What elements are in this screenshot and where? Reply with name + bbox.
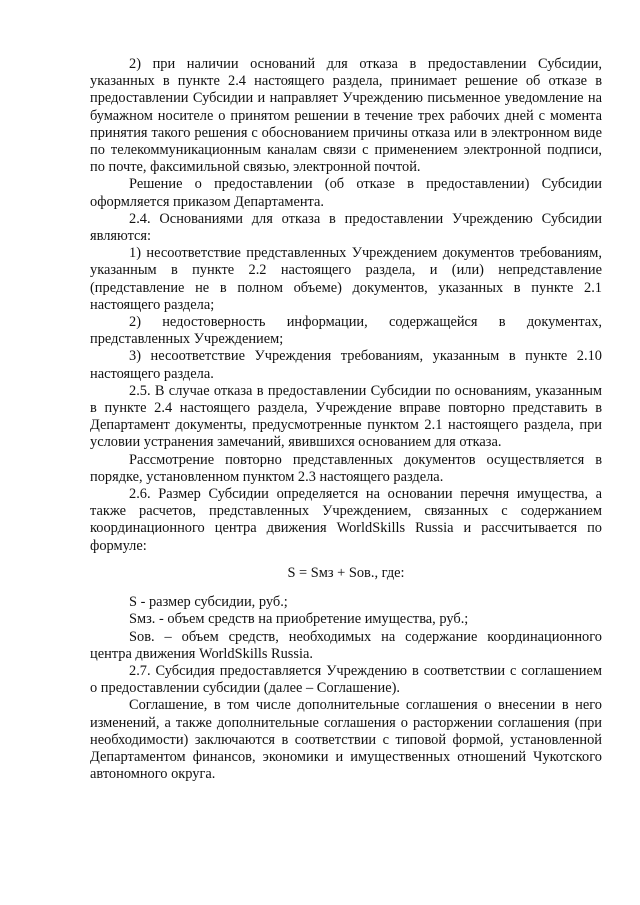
paragraph-2-7: 2.7. Субсидия предоставляется Учреждению в соответствии с соглашением о предоставлении субсидии (далее – Соглашение). bbox=[90, 662, 602, 697]
definition-sov: Sов. – объем средств, необходимых на содержание координационного центра движения WorldSkills Russia. bbox=[90, 628, 602, 662]
paragraph-agreement: Соглашение, в том числе дополнительные соглашения о внесении в него изменений, а также дополнительные соглашения о расторжении соглашения (при необходимости) заключаются в соответствии с типовой формой, установленной Департаментом финансов, экономики и имущественных отношений Чукотского автономного округа. bbox=[90, 697, 602, 783]
paragraph-2-6: 2.6. Размер Субсидии определяется на основании перечня имущества, а также расчетов, представленных Учреждением, связанных с содержанием координационного центра движения WorldSkills Russia и рассчитывается по формуле: bbox=[90, 486, 602, 554]
paragraph-2-5: 2.5. В случае отказа в предоставлении Субсидии по основаниям, указанным в пункте 2.4 настоящего раздела, Учреждение вправе повторно представить в Департамент документы, предусмотренные пунктом 2.1 настоящего раздела, при условии устранения замечаний, явившихся основанием для отказа. bbox=[90, 382, 602, 451]
paragraph-2-4-heading: 2.4. Основаниями для отказа в предоставлении Учреждению Субсидии являются: bbox=[90, 210, 602, 245]
document-page bbox=[90, 56, 602, 783]
paragraph-resubmission: Рассмотрение повторно представленных документов осуществляется в порядке, установленном пунктом 2.3 настоящего раздела. bbox=[90, 451, 602, 485]
paragraph-2-4-reason-2: 2) недостоверность информации, содержащейся в документах, представленных Учреждением; bbox=[90, 314, 602, 348]
paragraph-decision-order: Решение о предоставлении (об отказе в предоставлении) Субсидии оформляется приказом Департамента. bbox=[90, 176, 602, 210]
definition-smz: Sмз. - объем средств на приобретение имущества, руб.; bbox=[129, 611, 469, 628]
paragraph-item-2-refusal: 2) при наличии оснований для отказа в предоставлении Субсидии, указанных в пункте 2.4 настоящего раздела, принимает решение об отказе в предоставлении Субсидии и направляет Учреждению письменное уведомление на бумажном носителе о принятом решении в течение трех рабочих дней с момента принятия такого решения с обоснованием причины отказа или в электронном виде по телекоммуникационным каналам связи с применением электронной подписи, по почте, факсимильной связью, электронной почтой. bbox=[90, 56, 602, 176]
paragraph-2-4-reason-1: 1) несоответствие представленных Учреждением документов требованиям, указанным в пункте 2.2 настоящего раздела, и (или) непредставление (представление не в полном объеме) документов, указанных в пункте 2.1 настоящего раздела; bbox=[90, 245, 602, 313]
subsidy-formula: S = Sмз + Sов., где: bbox=[287, 564, 405, 581]
paragraph-2-4-reason-3: 3) несоответствие Учреждения требованиям, указанным в пункте 2.10 настоящего раздела. bbox=[90, 348, 602, 382]
definition-s: S - размер субсидии, руб.; bbox=[129, 594, 288, 611]
